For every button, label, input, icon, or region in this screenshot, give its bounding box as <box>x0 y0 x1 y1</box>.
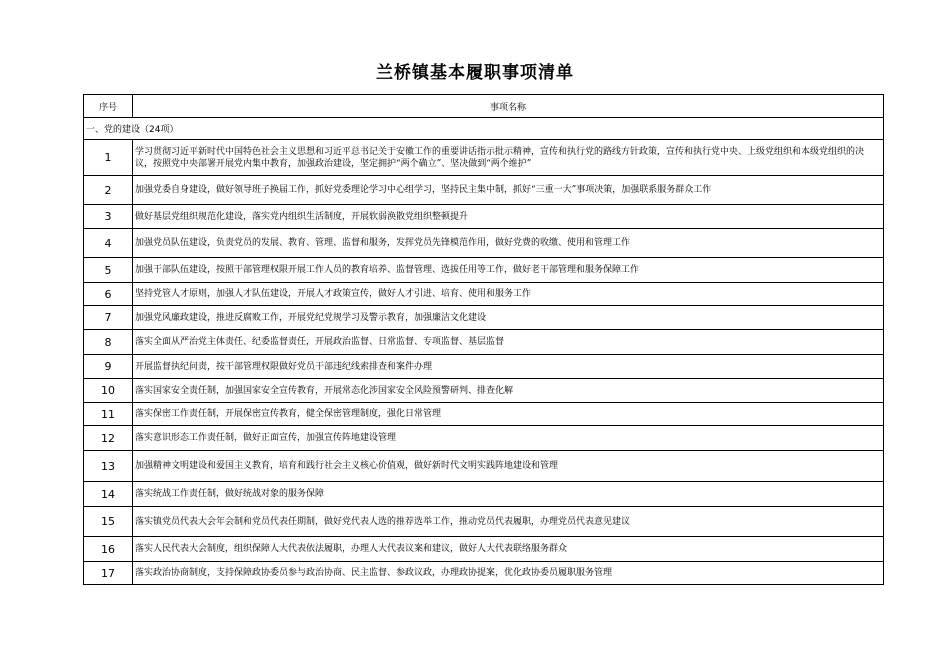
row-item-text: 加强精神文明建设和爱国主义教育，培育和践行社会主义核心价值观，做好新时代文明实践阵地建设和管理 <box>133 451 884 482</box>
row-item-text: 加强干部队伍建设，按照干部管理权限开展工作人员的教育培养、监督管理、选拔任用等工作，做好老干部管理和服务保障工作 <box>133 258 884 283</box>
row-item-text: 落实保密工作责任制，开展保密宣传教育，健全保密管理制度，强化日常管理 <box>133 403 884 426</box>
row-serial-number: 7 <box>84 306 133 330</box>
row-serial-number: 16 <box>84 537 133 562</box>
table-row <box>84 229 884 258</box>
table-row <box>84 140 884 176</box>
row-serial-number: 12 <box>84 426 133 451</box>
table-row <box>84 283 884 306</box>
row-serial-number: 15 <box>84 507 133 537</box>
row-item-text: 落实统战工作责任制，做好统战对象的服务保障 <box>133 482 884 507</box>
row-item-text: 落实全面从严治党主体责任、纪委监督责任，开展政治监督、日常监督、专项监督、基层监督 <box>133 330 884 355</box>
table-header-row <box>84 95 884 118</box>
row-item-text: 落实镇党员代表大会年会制和党员代表任期制，做好党代表人选的推荐选举工作，推动党员代表履职，办理党员代表意见建议 <box>133 507 884 537</box>
section-heading: 一、党的建设（24项） <box>84 118 884 140</box>
row-item-text: 坚持党管人才原则，加强人才队伍建设，开展人才政策宣传，做好人才引进、培育、使用和服务工作 <box>133 283 884 306</box>
row-serial-number: 5 <box>84 258 133 283</box>
row-item-text: 做好基层党组织规范化建设，落实党内组织生活制度，开展软弱涣散党组织整顿提升 <box>133 205 884 229</box>
row-serial-number: 10 <box>84 379 133 403</box>
section-row <box>84 118 884 140</box>
row-item-text: 落实意识形态工作责任制，做好正面宣传，加强宣传阵地建设管理 <box>133 426 884 451</box>
table-body <box>84 140 884 585</box>
table-row <box>84 451 884 482</box>
row-item-text: 学习贯彻习近平新时代中国特色社会主义思想和习近平总书记关于安徽工作的重要讲话指示批示精神，宣传和执行党的路线方针政策，宣传和执行党中央、上级党组织和本级党组织的决议，按照党中央部署开展党内集中教育，加强政治建设，坚定拥护“两个确立”、坚决做到“两个维护” <box>133 140 884 176</box>
row-serial-number: 1 <box>84 140 133 176</box>
table-row <box>84 176 884 205</box>
row-serial-number: 14 <box>84 482 133 507</box>
table-row <box>84 330 884 355</box>
row-serial-number: 2 <box>84 176 133 205</box>
row-item-text: 加强党风廉政建设，推进反腐败工作，开展党纪党规学习及警示教育，加强廉洁文化建设 <box>133 306 884 330</box>
row-serial-number: 9 <box>84 355 133 379</box>
table-row <box>84 426 884 451</box>
row-serial-number: 11 <box>84 403 133 426</box>
row-serial-number: 6 <box>84 283 133 306</box>
row-item-text: 加强党委自身建设，做好领导班子换届工作，抓好党委理论学习中心组学习，坚持民主集中制，抓好“三重一大”事项决策，加强联系服务群众工作 <box>133 176 884 205</box>
header-serial-number: 序号 <box>84 95 133 118</box>
row-serial-number: 17 <box>84 562 133 585</box>
row-item-text: 开展监督执纪问责，按干部管理权限做好党员干部违纪线索排查和案件办理 <box>133 355 884 379</box>
table-row <box>84 306 884 330</box>
table-row <box>84 482 884 507</box>
table-row <box>84 537 884 562</box>
row-serial-number: 13 <box>84 451 133 482</box>
table-row <box>84 355 884 379</box>
row-serial-number: 3 <box>84 205 133 229</box>
table-row <box>84 403 884 426</box>
table-row <box>84 507 884 537</box>
row-item-text: 加强党员队伍建设，负责党员的发展、教育、管理、监督和服务，发挥党员先锋模范作用，做好党费的收缴、使用和管理工作 <box>133 229 884 258</box>
header-item-name: 事项名称 <box>133 95 884 118</box>
row-item-text: 落实人民代表大会制度，组织保障人大代表依法履职，办理人大代表议案和建议，做好人大代表联络服务群众 <box>133 537 884 562</box>
table-row <box>84 258 884 283</box>
duty-table <box>83 94 884 585</box>
row-serial-number: 8 <box>84 330 133 355</box>
table-row <box>84 205 884 229</box>
document-title: 兰桥镇基本履职事项清单 <box>376 63 574 83</box>
table-row <box>84 379 884 403</box>
table-row <box>84 562 884 585</box>
row-item-text: 落实政治协商制度，支持保障政协委员参与政治协商、民主监督、参政议政，办理政协提案，优化政协委员履职服务管理 <box>133 562 884 585</box>
row-serial-number: 4 <box>84 229 133 258</box>
row-item-text: 落实国家安全责任制，加强国家安全宣传教育，开展常态化涉国家安全风险预警研判、排查化解 <box>133 379 884 403</box>
